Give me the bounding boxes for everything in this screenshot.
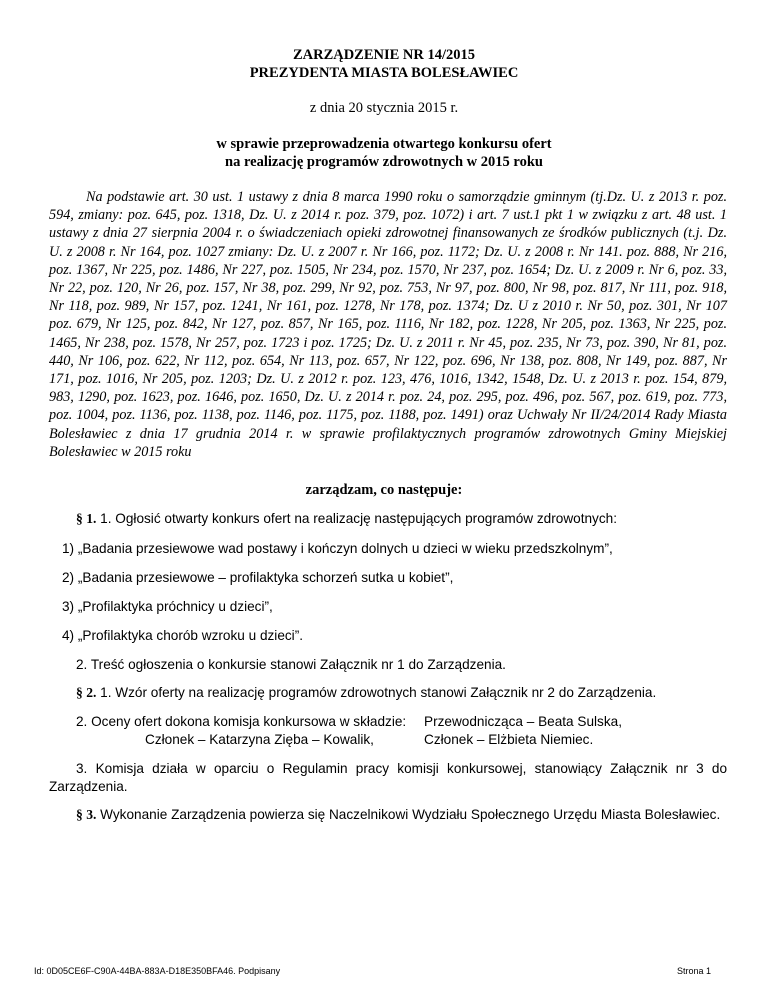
section-1-point-2: 2. Treść ogłoszenia o konkursie stanowi Załącznik nr 1 do Zarządzenia. xyxy=(76,657,506,672)
program-item-1: 1) „Badania przesiewowe wad postawy i kończyn dolnych u dzieci w wieku przedszkolnym”, xyxy=(62,541,613,556)
section-3-mark: § 3. xyxy=(76,807,97,822)
section-3-paragraph xyxy=(49,806,727,824)
committee-chair: Przewodnicząca – Beata Sulska, xyxy=(424,714,622,729)
section-1-text: 1. Ogłosić otwarty konkurs ofert na realizację następujących programów zdrowotnych: xyxy=(100,511,617,526)
section-2-mark: § 2. xyxy=(76,685,97,700)
legal-basis xyxy=(49,188,727,461)
legal-basis-text: Na podstawie art. 30 ust. 1 ustawy z dnia 8 marca 1990 roku o samorządzie gminnym (tj.Dz. U. z 2013 r. poz. 594, zmiany: poz. 645, poz. 1318, Dz. U. z 2014 r. poz. 379, poz. 1072) i art. 7 ust.1 pkt 1 w związku z art. 48 ust. 1 ustawy z dnia 27 sierpnia 2004 r. o świadczeniach opieki zdrowotnej finansowanych ze środków publicznych (t.j. Dz. U. z 2008 r. Nr 164, poz. 1027 zmiany: Dz. U. z 2007 r. Nr 166, poz. 1172; Dz. U. z 2008 r. Nr 141. poz. 888, Nr 216, poz. 1367, Nr 225, poz. 1486, Nr 227, poz. 1505, Nr 234, poz. 1570, Nr 237, poz. 1654; Dz. U. z 2009 r. Nr 6, poz. 33, Nr 22, poz. 120, Nr 26, poz. 157, Nr 38, poz. 299, Nr 92, poz. 753, Nr 97, poz. 800, Nr 98, poz. 817, Nr 111, poz. 918, Nr 118, poz. 989, Nr 157, poz. 1241, Nr 161, poz. 1278, Nr 178, poz. 1374; Dz. U z 2010 r. Nr 50, poz. 301, Nr 107 poz. 679, Nr 125, poz. 842, Nr 127, poz. 857, Nr 165, poz. 1116, Nr 182, poz. 1228, Nr 205, poz. 1363, Nr 225, poz. 1465, Nr 238, poz. 1578, Nr 257, poz. 1723 i poz. 1725; Dz. U. z 2011 r. Nr 45, poz. 235, Nr 73, poz. 390, Nr 81, poz. 440, Nr 106, poz. 622, Nr 112, poz. 654, Nr 113, poz. 657, Nr 122, poz. 696, Nr 138, poz. 808, Nr 149, poz. 887, Nr 171, poz. 1016, Nr 205, poz. 1203; Dz. U. z 2012 r. poz. 123, 476, 1016, 1342, 1548, Dz. U. z 2013 r. poz. 154, 879, 983, 1290, poz. 1623, poz. 1646, poz. 1650, Dz. U. z 2014 r. poz. 24, poz. 295, poz. 496, poz. 567, poz. 619, poz. 773, poz. 1004, poz. 1136, poz. 1138, poz. 1146, poz. 1175, poz. 1188, poz. 1491) oraz Uchwały Nr II/24/2014 Rady Miasta Bolesławiec z dnia 17 grudnia 2014 r. w sprawie profilaktycznych programów zdrowotnych Gminy Miejskiej Bolesławiec w 2015 roku xyxy=(49,189,727,460)
committee-member-1: Członek – Katarzyna Zięba – Kowalik, xyxy=(145,732,374,747)
document-date: z dnia 20 stycznia 2015 r. xyxy=(309,100,459,116)
section-2-point-2: 2. Oceny ofert dokona komisja konkursowa w składzie: xyxy=(76,714,407,729)
program-item-4: 4) „Profilaktyka chorób wzroku u dzieci”. xyxy=(62,628,303,643)
decree-heading: zarządzam, co następuje: xyxy=(305,482,463,498)
section-1-mark: § 1. xyxy=(76,511,97,526)
section-2-line xyxy=(76,685,656,701)
document-title: ZARZĄDZENIE NR 14/2015 xyxy=(292,47,476,63)
document-issuer: PREZYDENTA MIASTA BOLESŁAWIEC xyxy=(249,65,519,81)
program-item-3: 3) „Profilaktyka próchnicy u dzieci”, xyxy=(62,599,273,614)
section-2-point-1: 1. Wzór oferty na realizację programów zdrowotnych stanowi Załącznik nr 2 do Zarządzenia. xyxy=(100,685,657,700)
footer-document-id: Id: 0D05CE6F-C90A-44BA-883A-D18E350BFA46. Podpisany xyxy=(34,966,281,976)
footer-page-number: Strona 1 xyxy=(677,966,712,976)
committee-member-2: Członek – Elżbieta Niemiec. xyxy=(424,732,594,747)
section-2-point-3: 3. Komisja działa w oparciu o Regulamin pracy komisji konkursowej, stanowiący Załącznik nr 3 do Zarządzenia. xyxy=(49,761,727,794)
program-item-2: 2) „Badania przesiewowe – profilaktyka schorzeń sutka u kobiet”, xyxy=(62,570,454,585)
document-subject-line1: w sprawie przeprowadzenia otwartego konkursu ofert xyxy=(216,136,552,152)
section-3-text: Wykonanie Zarządzenia powierza się Naczelnikowi Wydziału Społecznego Urzędu Miasta Bolesławiec. xyxy=(100,807,721,822)
document-subject-line2: na realizację programów zdrowotnych w 2015 roku xyxy=(225,154,543,170)
section-1-line xyxy=(76,511,617,527)
